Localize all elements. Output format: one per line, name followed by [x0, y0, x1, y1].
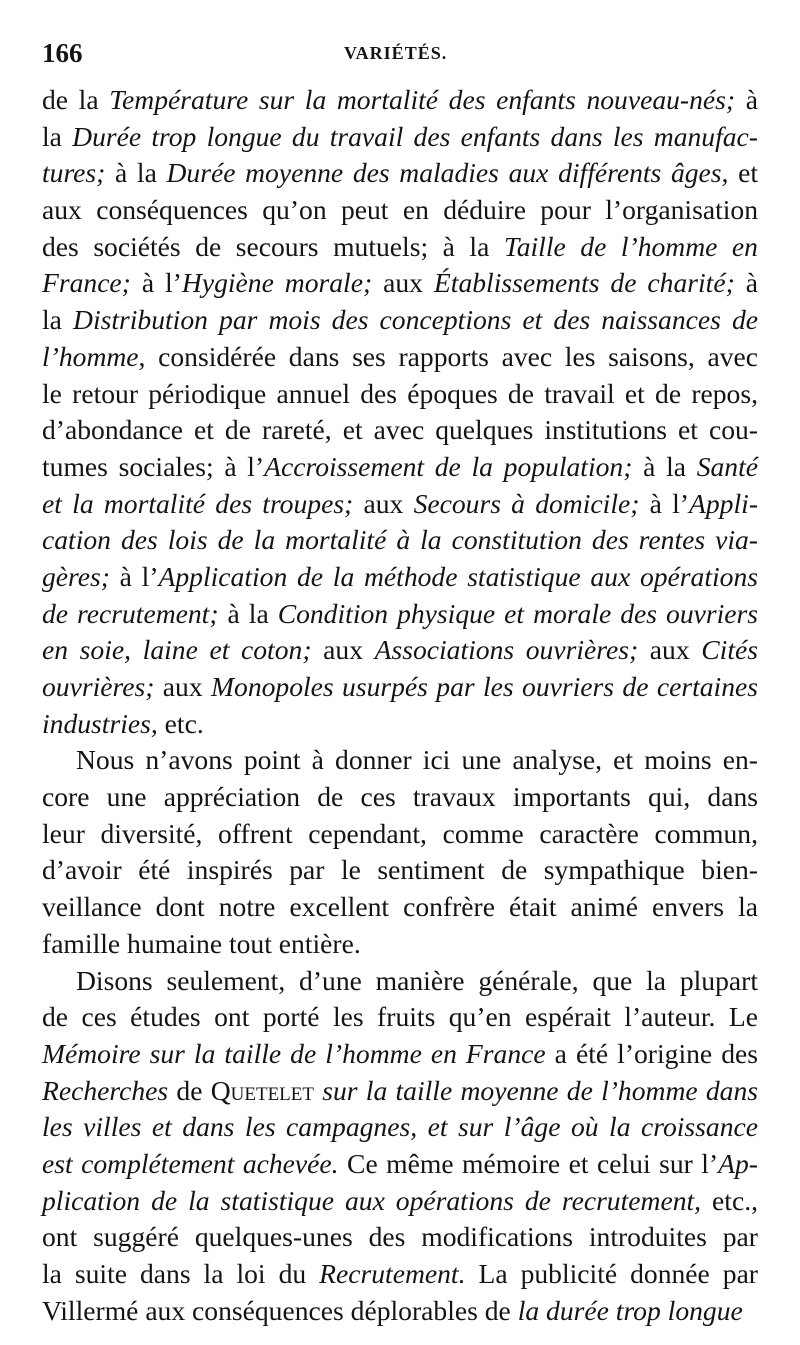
text-segment: à l’ — [130, 267, 182, 299]
italic-text: Appli- — [689, 487, 759, 519]
paragraph — [42, 82, 758, 742]
text-segment: Disons seulement, d’une manière générale, que la plupart — [76, 964, 758, 996]
text-line — [42, 1219, 758, 1256]
italic-text: en soie, laine et coton; — [42, 634, 312, 666]
paragraph — [42, 742, 758, 962]
text-segment: la — [42, 304, 74, 336]
italic-text: Hygiène morale; — [181, 267, 373, 299]
text-line — [42, 779, 758, 816]
text-segment: aux — [372, 267, 434, 299]
italic-text: les villes et dans les campagnes, et sur l’âge où la croissance — [42, 1111, 758, 1143]
text-line — [42, 265, 758, 302]
text-segment: considérée dans ses rapports avec les saisons, avec — [145, 340, 758, 372]
text-segment: a été l’origine des — [545, 1037, 758, 1069]
paragraph — [42, 963, 758, 1330]
text-line — [42, 706, 758, 743]
text-line — [42, 1073, 758, 1110]
text-line — [42, 302, 758, 339]
italic-text: tures; — [42, 157, 106, 189]
text-segment: aux — [638, 634, 702, 666]
text-segment: Ce même mémoire et celui sur l’ — [338, 1147, 719, 1179]
text-segment: etc. — [157, 707, 204, 739]
text-line — [42, 192, 758, 229]
text-segment: La publicité donnée par — [465, 1258, 759, 1289]
text-segment: à — [734, 267, 758, 299]
text-line — [42, 1109, 758, 1146]
text-segment: la suite dans la loi du — [42, 1258, 320, 1289]
text-segment: de la — [42, 84, 110, 115]
text-segment: aux — [353, 487, 414, 519]
italic-text: Accroissement de la population; — [264, 450, 633, 482]
italic-text: Recherches — [42, 1074, 169, 1106]
italic-text: Cités — [701, 634, 758, 666]
text-line — [42, 486, 758, 523]
text-line — [42, 376, 758, 413]
text-segment: aux — [311, 634, 375, 666]
text-line — [42, 816, 758, 853]
text-segment: à l’ — [109, 560, 159, 592]
italic-text: Santé — [696, 450, 759, 482]
text-line — [42, 926, 758, 963]
body-text — [42, 82, 758, 1329]
text-segment: veillance dont notre excellent confrère était animé envers la — [42, 891, 758, 923]
text-line — [42, 339, 758, 376]
italic-text: Distribution par mois des conceptions et des naissances de — [73, 304, 759, 336]
text-line — [42, 1036, 758, 1073]
text-line — [42, 155, 758, 192]
text-line — [42, 742, 758, 779]
text-segment: aux — [154, 671, 212, 702]
page-header — [42, 38, 758, 82]
text-segment: ont suggéré quelques-unes des modifications introduites par — [42, 1221, 758, 1253]
text-line — [42, 632, 758, 669]
text-segment: à la — [632, 450, 697, 482]
italic-text: industries, — [42, 707, 158, 739]
italic-text: Durée moyenne des maladies aux différents âges, — [166, 157, 729, 189]
italic-text: Établissements de charité; — [433, 267, 735, 299]
text-line — [42, 1256, 758, 1293]
text-line — [42, 889, 758, 926]
text-segment: Nous n’avons point à donner ici une analyse, et moins en- — [76, 744, 758, 776]
italic-text: Mémoire sur la taille de l’homme en France — [42, 1037, 546, 1069]
text-line — [42, 82, 758, 119]
text-segment: la — [42, 120, 73, 152]
italic-text: sur la taille moyenne de l’homme dans — [322, 1074, 759, 1106]
italic-text: Température sur la mortalité des enfants nouveau-nés; — [109, 84, 736, 115]
running-head: VARIÉTÉS. — [344, 43, 448, 63]
italic-text: et la mortalité des troupes; — [42, 487, 354, 519]
text-segment: famille humaine tout entière. — [42, 927, 361, 959]
italic-text: plication de la statistique aux opérations de recrutement, — [42, 1184, 702, 1216]
italic-text: Durée trop longue du travail des enfants dans les manufac- — [72, 120, 758, 152]
text-line — [42, 1183, 758, 1220]
italic-text: Ap- — [718, 1147, 758, 1179]
text-line — [42, 669, 758, 706]
text-segment: aux conséquences qu’on peut en déduire pour l’organisation — [42, 194, 758, 226]
text-line — [42, 559, 758, 596]
italic-text: ouvrières; — [42, 671, 155, 702]
text-line — [42, 119, 758, 156]
italic-text: l’homme, — [42, 340, 146, 372]
text-segment: d’abondance et de rareté, et avec quelques institutions et cou- — [42, 414, 758, 446]
italic-text: Secours à domicile; — [413, 487, 640, 519]
italic-text: Taille de l’homme en — [503, 230, 758, 262]
text-segment: de — [168, 1074, 211, 1106]
text-segment: core une appréciation de ces travaux importants qui, dans — [42, 781, 758, 813]
text-segment: et — [728, 157, 758, 189]
page-number: 166 — [42, 38, 83, 68]
text-line — [42, 229, 758, 266]
italic-text: Recrutement. — [319, 1258, 466, 1289]
text-segment: à la — [105, 157, 167, 189]
small-caps-name: Quetelet — [210, 1074, 314, 1106]
text-segment: tumes sociales; à l’ — [42, 450, 265, 482]
text-line — [42, 596, 758, 633]
text-line — [42, 1293, 758, 1330]
italic-text: cation des lois de la mortalité à la constitution des rentes via- — [42, 524, 758, 556]
text-line — [42, 412, 758, 449]
text-line — [42, 963, 758, 1000]
text-segment: Villermé aux conséquences déplorables de — [42, 1294, 518, 1326]
text-line — [42, 449, 758, 486]
text-segment: à l’ — [639, 487, 690, 519]
italic-text: Associations ouvrières; — [374, 634, 639, 666]
italic-text: la durée trop longue — [517, 1294, 743, 1326]
text-line — [42, 999, 758, 1036]
italic-text: gères; — [42, 560, 110, 592]
text-segment: leur diversité, offrent cependant, comme caractère commun, — [42, 817, 758, 849]
text-segment: de ces études ont porté les fruits qu’en espérait l’auteur. Le — [42, 1001, 758, 1033]
text-segment: le retour périodique annuel des époques de travail et de repos, — [42, 377, 758, 409]
text-segment: etc., — [701, 1184, 759, 1216]
italic-text: Condition physique et morale des ouvriers — [277, 597, 758, 629]
text-segment: des sociétés de secours mutuels; à la — [42, 230, 504, 262]
text-line — [42, 522, 758, 559]
italic-text: est complétement achevée. — [42, 1147, 339, 1179]
text-segment: d’avoir été inspirés par le sentiment de sympathique bien- — [42, 854, 758, 886]
text-line — [42, 1146, 758, 1183]
italic-text: France; — [42, 267, 131, 299]
text-line — [42, 852, 758, 889]
italic-text: Application de la méthode statistique aux opérations — [158, 560, 758, 592]
italic-text: de recrutement; — [42, 597, 219, 629]
italic-text: Monopoles usurpés par les ouvriers de certaines — [211, 671, 759, 702]
text-segment: à — [735, 84, 758, 115]
text-segment: à la — [218, 597, 278, 629]
